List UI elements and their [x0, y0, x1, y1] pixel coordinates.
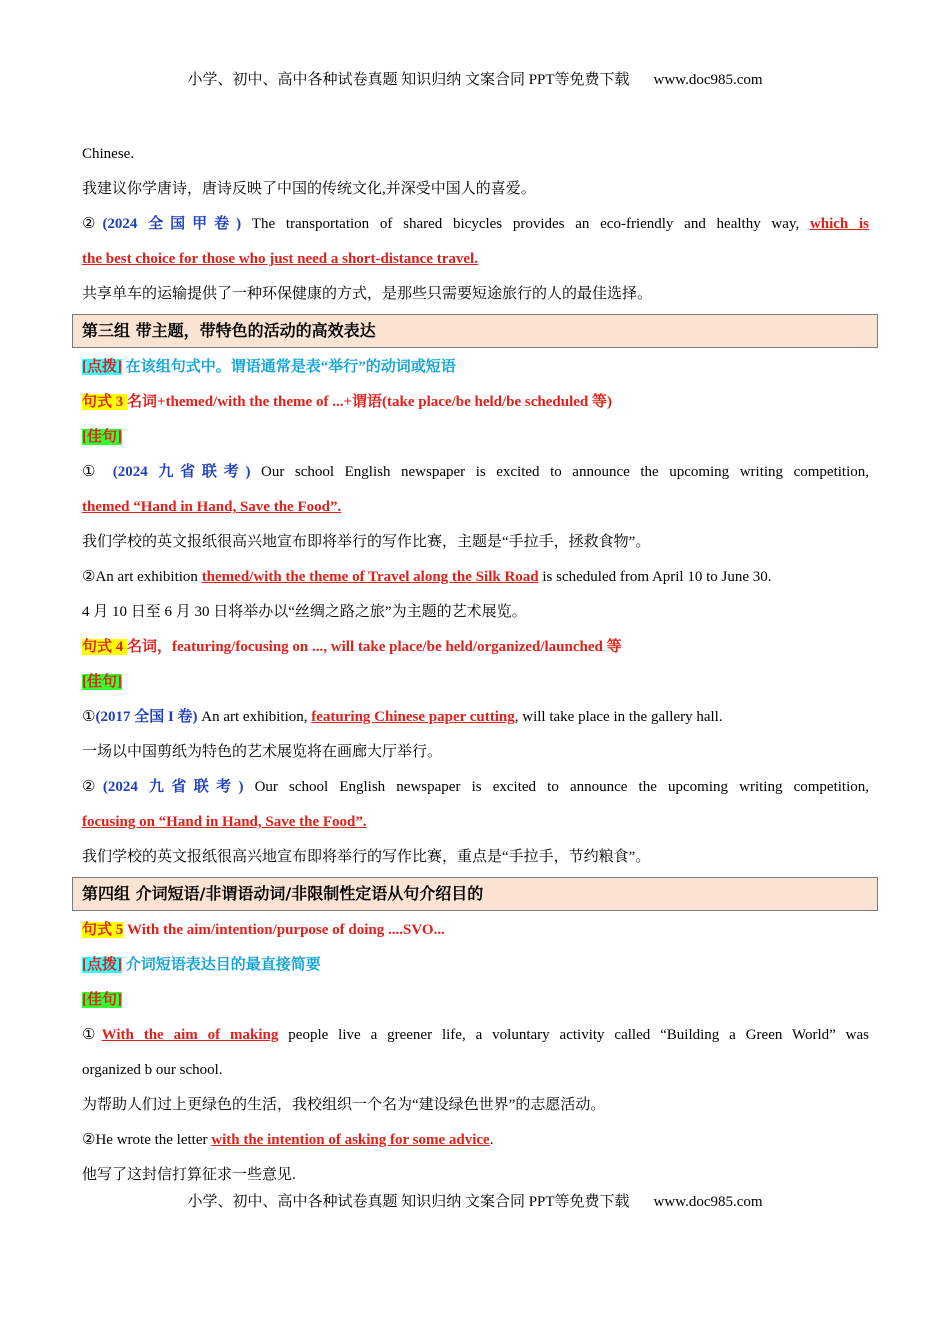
example-number: ② [82, 569, 96, 585]
text-line: 我建议你学唐诗，唐诗反映了中国的传统文化,并深受中国人的喜爱。 [82, 181, 536, 197]
underlined-phrase: focusing on “Hand in Hand, Save the Food”. [82, 814, 367, 830]
example-source: (2024 全国甲卷) [102, 216, 242, 232]
pattern-tag: 句式 4 [82, 639, 128, 655]
pattern-text: With the aim/intention/purpose of doing ....SVO... [123, 922, 445, 938]
underlined-phrase: which is [809, 216, 869, 232]
tip-text: 介词短语表达目的最直接简要 [122, 957, 321, 973]
page-footer [0, 1190, 950, 1211]
underlined-phrase: the best choice for those who just need a short-distance travel. [82, 251, 478, 267]
document-body [82, 137, 869, 1193]
good-sentence-line [82, 420, 869, 455]
tip-tag: [点拨] [82, 957, 122, 973]
pattern-line [82, 630, 869, 665]
good-sentence-tag: [佳句] [82, 429, 122, 445]
underlined-phrase: With the aim of making [101, 1027, 279, 1043]
header-text: 小学、初中、高中各种试卷真题 知识归纳 文案合同 PPT等免费下载 [187, 72, 630, 88]
translation-line: 我们学校的英文报纸很高兴地宣布即将举行的写作比赛，重点是“手拉手，节约粮食”。 [82, 849, 651, 865]
example-line [82, 207, 869, 242]
good-sentence-tag: [佳句] [82, 674, 122, 690]
pattern-line [82, 385, 869, 420]
example-source: (2017 全国 I 卷) [95, 709, 198, 725]
example-number: ② [82, 216, 103, 232]
header-site: www.doc985.com [653, 72, 763, 88]
example-line [82, 770, 869, 805]
good-sentence-line [82, 665, 869, 700]
pattern-tag: 句式 3 [82, 394, 128, 410]
tip-text: 在该组句式中。谓语通常是表“举行”的动词或短语 [122, 359, 456, 375]
example-line [82, 242, 869, 277]
footer-site: www.doc985.com [653, 1194, 763, 1210]
example-text: He wrote the letter [95, 1132, 212, 1148]
tip-line [82, 350, 869, 385]
footer-text: 小学、初中、高中各种试卷真题 知识归纳 文案合同 PPT等免费下载 [187, 1194, 630, 1210]
example-line [82, 490, 869, 525]
text-line: Chinese. [82, 146, 135, 162]
page-header [0, 68, 950, 89]
pattern-text: 名词+themed/with the theme of ...+谓语(take place/be held/be scheduled 等) [127, 394, 612, 410]
translation-line: 我们学校的英文报纸很高兴地宣布即将举行的写作比赛，主题是“手拉手，拯救食物”。 [82, 534, 651, 550]
tip-tag: [点拨] [82, 359, 122, 375]
example-number: ① [82, 1027, 102, 1043]
underlined-phrase: themed “Hand in Hand, Save the Food”. [82, 499, 342, 515]
example-text: An art exhibition [95, 569, 202, 585]
example-line [82, 1123, 869, 1158]
example-line: organized b our school. [82, 1062, 223, 1078]
example-line [82, 700, 869, 735]
underlined-phrase: themed/with the theme of Travel along the Silk Road [201, 569, 539, 585]
example-line [82, 455, 869, 490]
example-text: The transportation of shared bicycles provides an eco-friendly and healthy way, [241, 216, 810, 232]
translation-line: 共享单车的运输提供了一种环保健康的方式，是那些只需要短途旅行的人的最佳选择。 [82, 286, 653, 302]
section-title-group4: 第四组 介词短语/非谓语动词/非限制性定语从句介绍目的 [72, 877, 878, 911]
pattern-text: 名词，featuring/focusing on ..., will take place/be held/organized/launched 等 [127, 639, 622, 655]
translation-line: 4 月 10 日至 6 月 30 日将举办以“丝绸之路之旅”为主题的艺术展览。 [82, 604, 527, 620]
example-number: ② [82, 1132, 96, 1148]
example-number: ① [82, 464, 113, 480]
example-source: (2024 九省联考) [112, 464, 251, 480]
good-sentence-tag: [佳句] [82, 992, 122, 1008]
example-text: , will take place in the gallery hall. [514, 709, 723, 725]
underlined-phrase: with the intention of asking for some advice [211, 1132, 490, 1148]
section-title-group3: 第三组 带主题，带特色的活动的高效表达 [72, 314, 878, 348]
example-line [82, 805, 869, 840]
example-line [82, 560, 869, 595]
tip-line [82, 948, 869, 983]
example-text: . [489, 1132, 494, 1148]
example-number: ① [82, 709, 96, 725]
pattern-tag: 句式 5 [82, 922, 124, 938]
example-source: (2024 九省联考) [102, 779, 244, 795]
example-text: Our school English newspaper is excited to announce the upcoming writing competition, [243, 779, 869, 795]
translation-line: 为帮助人们过上更绿色的生活，我校组织一个名为“建设绿色世界”的志愿活动。 [82, 1097, 606, 1113]
example-text: is scheduled from April 10 to June 30. [538, 569, 772, 585]
example-text: An art exhibition, [197, 709, 312, 725]
translation-line: 一场以中国剪纸为特色的艺术展览将在画廊大厅举行。 [82, 744, 443, 760]
underlined-phrase: featuring Chinese paper cutting [311, 709, 515, 725]
example-text: Our school English newspaper is excited to announce the upcoming writing competition, [250, 464, 870, 480]
translation-line: 他写了这封信打算征求一些意见. [82, 1167, 296, 1183]
example-text: people live a greener life, a voluntary activity called “Building a Green World” was [278, 1027, 869, 1043]
example-line [82, 1018, 869, 1053]
pattern-line [82, 913, 869, 948]
good-sentence-line [82, 983, 869, 1018]
example-number: ② [82, 779, 103, 795]
